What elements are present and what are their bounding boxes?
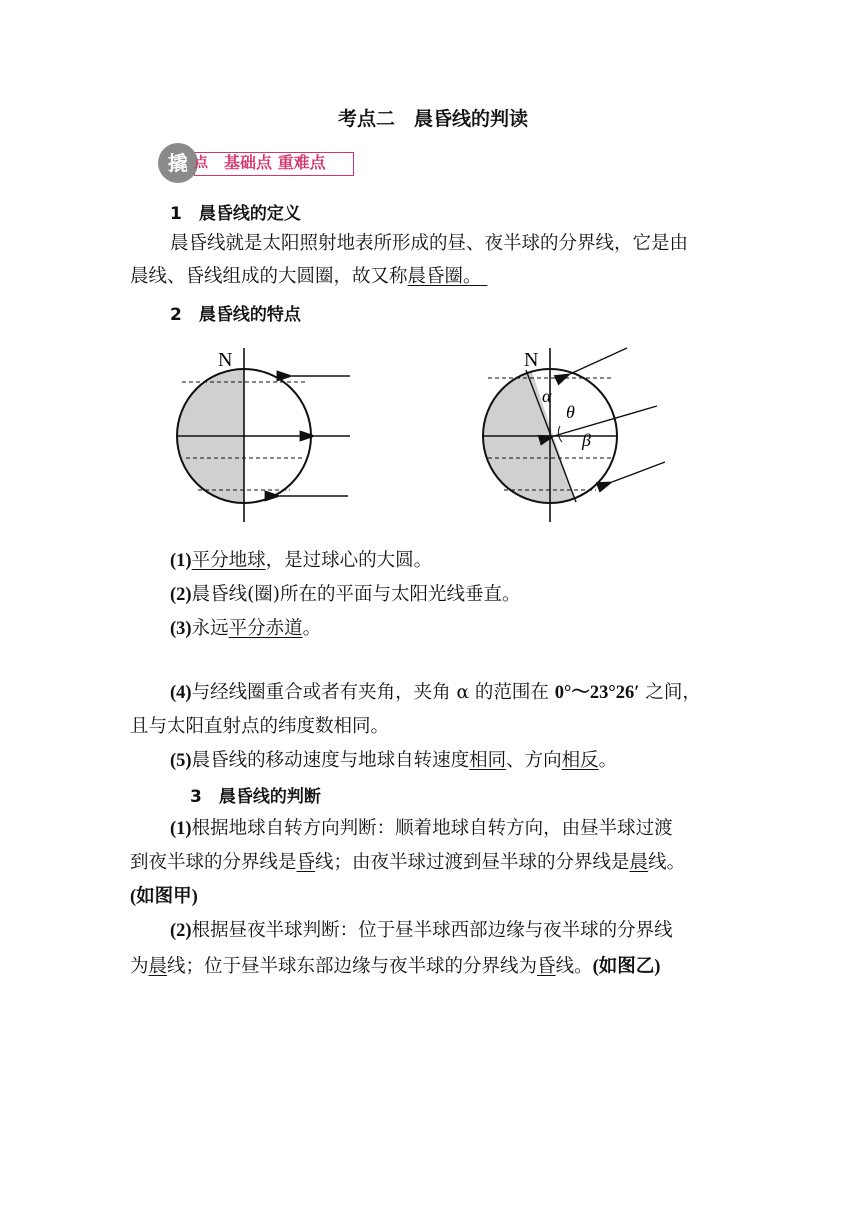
feature-3-num: (3) [170,619,192,639]
angle-alpha-label: α [542,386,552,406]
judge-1-num: (1) [170,819,192,839]
judge-1-line2 [130,846,685,880]
feature-3 [170,612,321,646]
judge-2-l2c: 线。 [555,956,593,977]
badge-glyph: 撬 [168,151,188,175]
judge-1-l2a: 到夜半球的分界线是 [130,852,297,873]
judge-1-line3: (如图甲) [130,887,198,907]
judge-2-l2b: 线；位于昼半球东部边缘与夜半球的分界线为 [167,956,538,977]
feature-3-text: 永远 [191,618,229,639]
judge-2-key-2: 昏 [537,956,556,977]
feature-5-text-b: 、方向 [506,750,562,771]
judge-1-l2c: 线。 [648,852,686,873]
north-label-right: N [524,349,539,371]
feature-4-text-b: 之间， [639,682,701,703]
badge-point: 点 [194,155,208,171]
angle-theta-label: θ [566,402,575,422]
judge-2-key-1: 晨 [148,956,168,977]
section-1-heading: 1 晨昏线的定义 [170,204,301,224]
page-title: 考点二 晨昏线的判读 [338,108,529,130]
north-label-left: N [218,349,233,371]
feature-1-text: ，是过球心的大圆。 [265,550,433,571]
feature-2 [170,578,521,612]
sec1-line2-text: 晨线、昏线组成的大圆圈，故又称 [130,266,408,287]
section-2-heading: 2 晨昏线的特点 [170,305,301,325]
term-chenhunquan: 晨昏圈。 [407,266,482,287]
judge-2-l2d: (如图乙) [592,957,661,977]
feature-5 [170,744,617,778]
globe-left [160,348,350,522]
judge-2-text: 根据昼夜半球判断：位于昼半球西部边缘与夜半球的分界线 [191,920,673,941]
feature-2-num: (2) [170,585,192,605]
terminator-figure [160,334,680,536]
judge-1-key-2: 晨 [629,852,649,873]
globe-right [483,348,665,522]
feature-1-key: 平分地球 [191,550,266,571]
sec1-line1: 晨昏线就是太阳照射地表所形成的昼、夜半球的分界线，它是由 [170,233,689,254]
feature-2-text: 晨昏线(圈)所在的平面与太阳光线垂直。 [191,584,521,605]
judge-2-l2a: 为 [130,956,149,977]
feature-5-key-2: 相反 [561,750,599,771]
judge-2-line1 [170,914,673,948]
feature-3-end: 。 [302,618,322,639]
judge-1-key-1: 昏 [296,852,316,873]
section-badge [158,143,358,183]
sec1-line2 [130,260,487,294]
feature-5-end: 。 [598,750,618,771]
feature-1-num: (1) [170,551,192,571]
judge-1-text: 根据地球自转方向判断：顺着地球自转方向，由昼半球过渡 [191,818,673,839]
angle-beta-label: β [582,430,591,450]
feature-5-text: 晨昏线的移动速度与地球自转速度 [191,750,470,771]
feature-4 [170,676,701,710]
feature-3-key: 平分赤道 [228,618,303,639]
section-3-heading: 3 晨昏线的判断 [190,787,321,807]
feature-1 [170,544,432,578]
feature-4-num: (4) [170,683,192,703]
feature-4-line2: 且与太阳直射点的纬度数相同。 [130,716,390,737]
feature-5-num: (5) [170,751,192,771]
feature-5-key-1: 相同 [469,750,507,771]
feature-4-range: 0°～23°26′ [554,683,640,703]
judge-2-line2 [130,950,660,984]
judge-2-num: (2) [170,921,192,941]
badge-label: 基础点 重难点 [224,153,326,172]
judge-1-line1 [170,812,673,846]
judge-1-l2b: 线；由夜半球过渡到昼半球的分界线是 [315,852,630,873]
feature-4-text: 与经线圈重合或者有夹角，夹角 α 的范围在 [191,682,555,703]
